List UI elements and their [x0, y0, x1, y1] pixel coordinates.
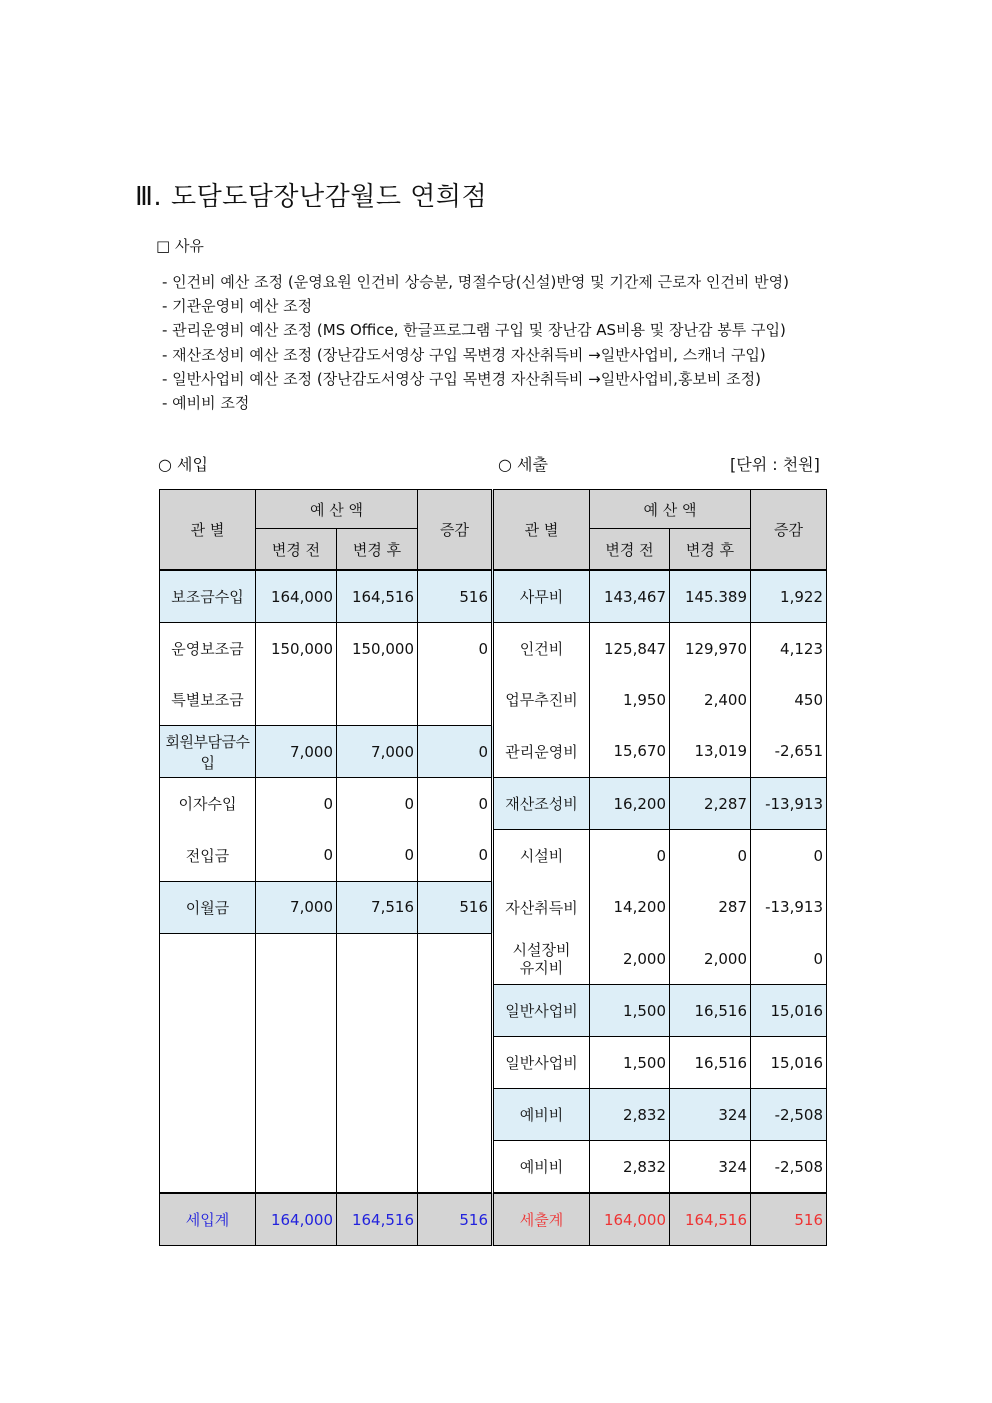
reason-item: - 재산조성비 예산 조정 (장난감도서영상 구입 목변경 자산취득비 →일반사업비, 스캐너 구입) [162, 345, 766, 364]
empty-cell [160, 1037, 256, 1089]
expense-after: 2,000 [670, 933, 751, 985]
empty-cell [418, 1037, 493, 1089]
expense-before: 1,500 [590, 985, 670, 1037]
expense-before: 14,200 [590, 881, 670, 933]
expense-name: 일반사업비 [493, 1037, 590, 1089]
income-total-change: 516 [418, 1193, 493, 1246]
expense-name [493, 933, 590, 985]
expense-before: 15,670 [590, 726, 670, 778]
income-change: 0 [418, 726, 493, 778]
expense-after: 129,970 [670, 623, 751, 675]
expense-before: 0 [590, 830, 670, 882]
expense-name: 시설비 [493, 830, 590, 882]
expense-before: 2,832 [590, 1089, 670, 1141]
expense-change: -2,651 [751, 726, 827, 778]
income-change: 516 [418, 881, 493, 933]
expense-name: 자산취득비 [493, 881, 590, 933]
income-after: 0 [337, 830, 418, 882]
empty-cell [160, 985, 256, 1037]
empty-cell [418, 1089, 493, 1141]
income-name: 운영보조금 [160, 623, 256, 675]
expense-change: 4,123 [751, 623, 827, 675]
expense-change: -2,508 [751, 1141, 827, 1194]
reason-heading: □ 사유 [156, 237, 204, 255]
income-before: 7,000 [256, 726, 337, 778]
income-total-label: 세입계 [160, 1193, 256, 1246]
income-change: 0 [418, 623, 493, 675]
income-name: 이월금 [160, 881, 256, 933]
income-before-header: 변경 전 [256, 529, 337, 571]
empty-cell [418, 933, 493, 985]
expense-before: 2,832 [590, 1141, 670, 1194]
income-before: 0 [256, 778, 337, 830]
empty-cell [337, 933, 418, 985]
expense-name: 사무비 [493, 570, 590, 623]
expense-caption: ○ 세출 [498, 455, 548, 474]
income-before: 7,000 [256, 881, 337, 933]
expense-total-label: 세출계 [493, 1193, 590, 1246]
expense-name: 재산조성비 [493, 778, 590, 830]
income-before: 0 [256, 830, 337, 882]
expense-after: 16,516 [670, 1037, 751, 1089]
expense-after: 2,400 [670, 674, 751, 726]
expense-change: -13,913 [751, 881, 827, 933]
expense-name: 예비비 [493, 1141, 590, 1194]
income-change: 0 [418, 778, 493, 830]
income-before: 164,000 [256, 570, 337, 623]
expense-after: 324 [670, 1089, 751, 1141]
empty-cell [337, 985, 418, 1037]
unit-caption: [단위 : 천원] [730, 455, 820, 474]
expense-before: 1,950 [590, 674, 670, 726]
expense-change: 450 [751, 674, 827, 726]
expense-name: 예비비 [493, 1089, 590, 1141]
expense-before: 125,847 [590, 623, 670, 675]
income-name: 회원부담금수입 [160, 726, 256, 778]
expense-change: 15,016 [751, 985, 827, 1037]
expense-after: 13,019 [670, 726, 751, 778]
income-name: 특별보조금 [160, 674, 256, 726]
expense-name: 업무추진비 [493, 674, 590, 726]
expense-total-before: 164,000 [590, 1193, 670, 1246]
empty-cell [337, 1089, 418, 1141]
income-category-header: 관 별 [160, 490, 256, 571]
page-title: Ⅲ. 도담도담장난감월드 연희점 [135, 182, 488, 212]
reason-item: - 일반사업비 예산 조정 (장난감도서영상 구입 목변경 자산취득비 →일반사업비,홍보비 조정) [162, 369, 762, 388]
income-name: 전입금 [160, 830, 256, 882]
income-total-before: 164,000 [256, 1193, 337, 1246]
empty-cell [337, 1037, 418, 1089]
income-after: 150,000 [337, 623, 418, 675]
expense-after: 0 [670, 830, 751, 882]
reason-list [162, 270, 789, 415]
expense-total-change: 516 [751, 1193, 827, 1246]
reason-item: - 인건비 예산 조정 (운영요원 인건비 상승분, 명절수당(신설)반영 및 기간제 근로자 인건비 반영) [162, 273, 789, 291]
empty-cell [337, 1141, 418, 1194]
empty-cell [256, 985, 337, 1037]
expense-change: 0 [751, 933, 827, 985]
income-name: 이자수입 [160, 778, 256, 830]
income-after-header: 변경 후 [337, 529, 418, 571]
expense-total-after: 164,516 [670, 1193, 751, 1246]
expense-before: 1,500 [590, 1037, 670, 1089]
income-change-header: 증감 [418, 490, 493, 571]
income-after: 164,516 [337, 570, 418, 623]
income-before [256, 674, 337, 726]
income-caption: ○ 세입 [158, 455, 208, 474]
expense-after: 145.389 [670, 570, 751, 623]
expense-after: 287 [670, 881, 751, 933]
income-change: 516 [418, 570, 493, 623]
expense-after-header: 변경 후 [670, 529, 751, 571]
income-after [337, 674, 418, 726]
reason-item: - 예비비 조정 [162, 393, 250, 412]
empty-cell [160, 933, 256, 985]
expense-budget-header: 예 산 액 [590, 490, 751, 529]
income-after: 0 [337, 778, 418, 830]
expense-name: 관리운영비 [493, 726, 590, 778]
expense-name-line: 유지비 [519, 958, 564, 977]
expense-before: 16,200 [590, 778, 670, 830]
expense-name: 일반사업비 [493, 985, 590, 1037]
budget-table [159, 489, 827, 1246]
expense-before: 2,000 [590, 933, 670, 985]
expense-after: 324 [670, 1141, 751, 1194]
expense-before: 143,467 [590, 570, 670, 623]
expense-after: 16,516 [670, 985, 751, 1037]
empty-cell [256, 1141, 337, 1194]
empty-cell [418, 985, 493, 1037]
empty-cell [256, 933, 337, 985]
income-change [418, 674, 493, 726]
expense-name: 인건비 [493, 623, 590, 675]
empty-cell [160, 1141, 256, 1194]
empty-cell [160, 1089, 256, 1141]
reason-item: - 기관운영비 예산 조정 [162, 297, 313, 316]
income-name: 보조금수입 [160, 570, 256, 623]
expense-change: -2,508 [751, 1089, 827, 1141]
empty-cell [418, 1141, 493, 1194]
expense-change: -13,913 [751, 778, 827, 830]
expense-name-line: 시설장비 [512, 940, 571, 959]
expense-change: 15,016 [751, 1037, 827, 1089]
empty-cell [256, 1089, 337, 1141]
income-change: 0 [418, 830, 493, 882]
expense-change-header: 증감 [751, 490, 827, 571]
income-before: 150,000 [256, 623, 337, 675]
expense-after: 2,287 [670, 778, 751, 830]
income-after: 7,000 [337, 726, 418, 778]
empty-cell [256, 1037, 337, 1089]
expense-change: 1,922 [751, 570, 827, 623]
expense-category-header: 관 별 [493, 490, 590, 571]
income-total-after: 164,516 [337, 1193, 418, 1246]
reason-item: - 관리운영비 예산 조정 (MS Office, 한글프로그램 구입 및 장난감 AS비용 및 장난감 봉투 구입) [162, 321, 786, 340]
expense-before-header: 변경 전 [590, 529, 670, 571]
income-budget-header: 예 산 액 [256, 490, 418, 529]
expense-change: 0 [751, 830, 827, 882]
income-after: 7,516 [337, 881, 418, 933]
